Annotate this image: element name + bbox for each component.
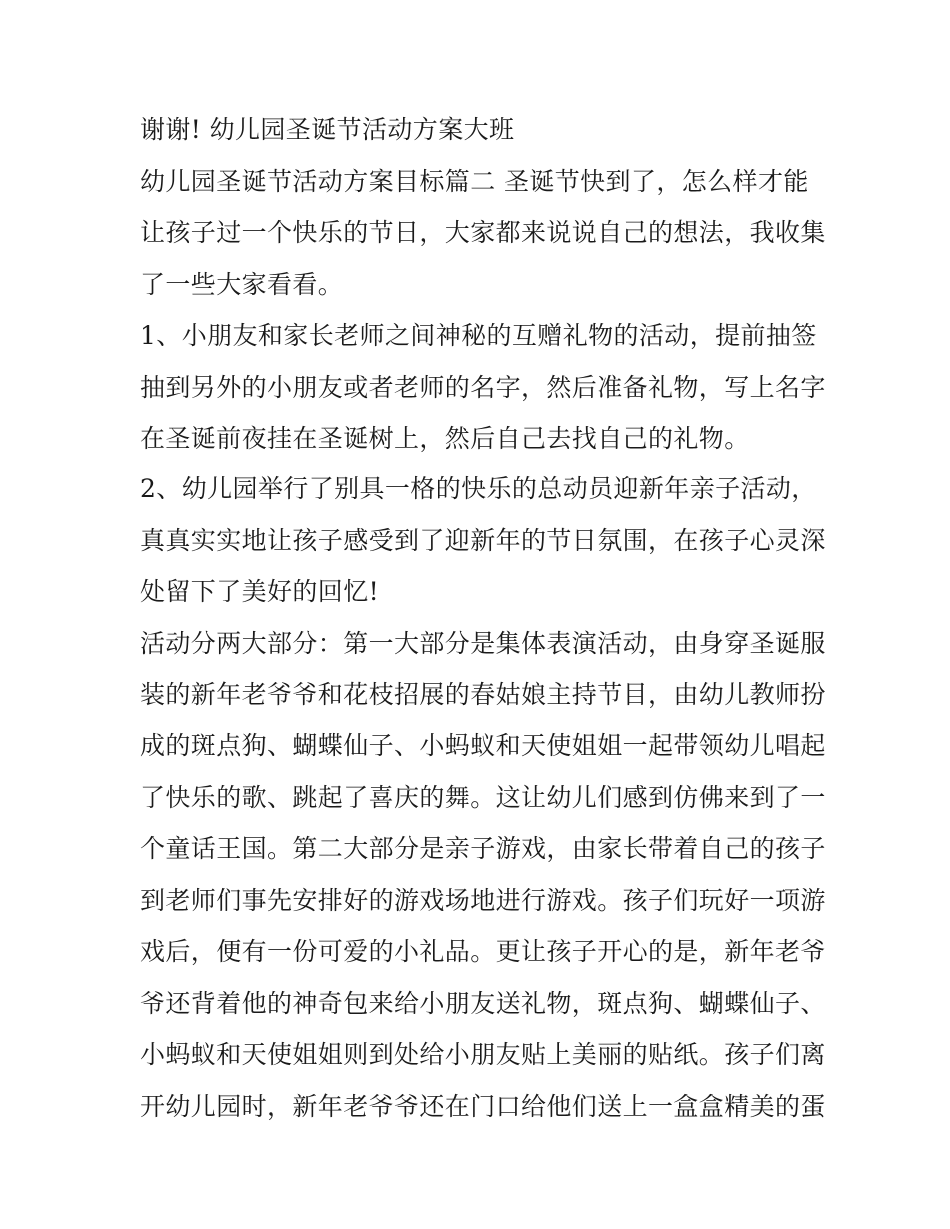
- text-line: 1、小朋友和家长老师之间神秘的互赠礼物的活动，提前抽签: [140, 321, 817, 350]
- text-line: 开幼儿园时，新年老爷爷还在门口给他们送上一盒盒精美的蛋: [140, 1092, 826, 1121]
- text-line: 在圣诞前夜挂在圣诞树上，然后自己去找自己的礼物。: [140, 424, 750, 453]
- text-line: 个童话王国。第二大部分是亲子游戏，由家长带着自己的孩子: [140, 834, 826, 863]
- text-line: 了快乐的歌、跳起了喜庆的舞。这让幼儿们感到仿佛来到了一: [140, 783, 826, 812]
- text-line: 真真实实地让孩子感受到了迎新年的节日氛围，在孩子心灵深: [140, 526, 826, 555]
- text-line: 幼儿园圣诞节活动方案目标篇二 圣诞节快到了，怎么样才能: [140, 167, 809, 196]
- text-line: 成的斑点狗、蝴蝶仙子、小蚂蚁和天使姐姐一起带领幼儿唱起: [140, 731, 826, 760]
- text-line: 装的新年老爷爷和花枝招展的春姑娘主持节目，由幼儿教师扮: [140, 680, 826, 709]
- document-title-line: 谢谢! 幼儿园圣诞节活动方案大班: [140, 115, 515, 144]
- text-line: 爷还背着他的神奇包来给小朋友送礼物，斑点狗、蝴蝶仙子、: [140, 989, 826, 1018]
- text-line: 了一些大家看看。: [140, 270, 344, 299]
- text-line: 活动分两大部分：第一大部分是集体表演活动，由身穿圣诞服: [140, 629, 826, 658]
- text-line: 到老师们事先安排好的游戏场地进行游戏。孩子们玩好一项游: [140, 886, 826, 915]
- text-line: 让孩子过一个快乐的节日，大家都来说说自己的想法，我收集: [140, 218, 826, 247]
- text-line: 戏后，便有一份可爱的小礼品。更让孩子开心的是，新年老爷: [140, 937, 826, 966]
- text-line: 2、幼儿园举行了别具一格的快乐的总动员迎新年亲子活动，: [140, 474, 817, 503]
- text-line: 处留下了美好的回忆!: [140, 577, 380, 606]
- text-line: 小蚂蚁和天使姐姐则到处给小朋友贴上美丽的贴纸。孩子们离: [140, 1040, 826, 1069]
- text-line: 抽到另外的小朋友或者老师的名字，然后准备礼物，写上名字: [140, 373, 826, 402]
